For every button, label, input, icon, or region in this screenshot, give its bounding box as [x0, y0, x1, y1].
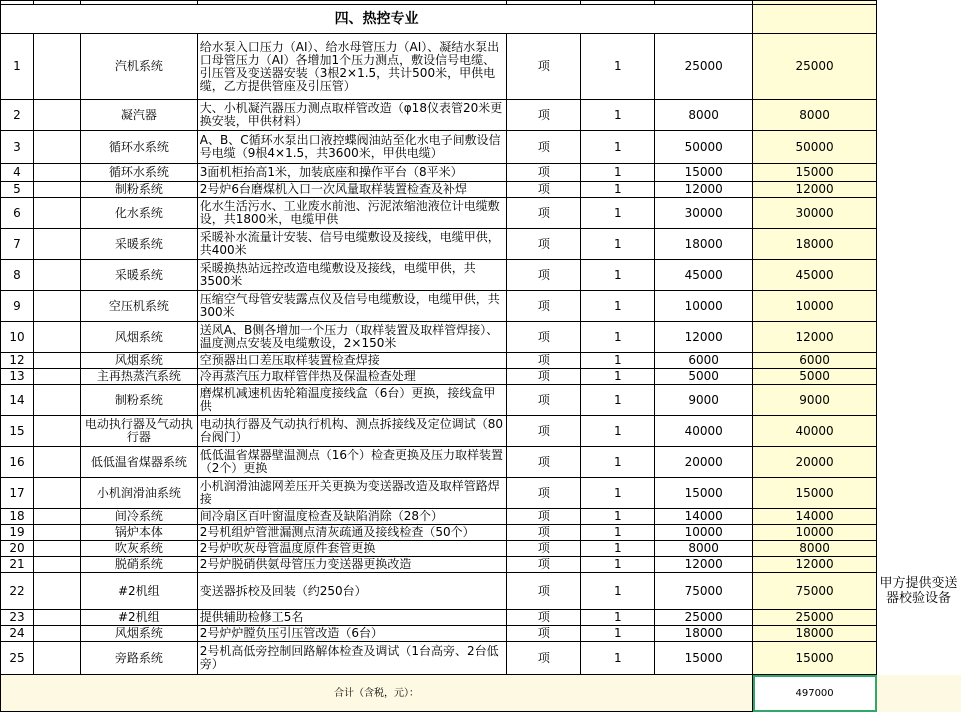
unit-price: 18000: [655, 626, 753, 642]
work-description: 化水生活污水、工业废水前池、污泥浓缩池液位计电缆敷设，共1800米，电缆甲供: [197, 198, 507, 229]
amount: 12000: [753, 557, 877, 573]
amount: 75000: [753, 573, 877, 610]
unit-price: 15000: [655, 642, 753, 675]
unit-price: 50000: [655, 131, 753, 164]
quantity: 1: [581, 626, 655, 642]
quantity: 1: [581, 447, 655, 478]
work-description: 2号机组炉管泄漏测点清灰疏通及接线检查（50个）: [197, 525, 507, 541]
unit-price: 30000: [655, 198, 753, 229]
quantity: 1: [581, 525, 655, 541]
quantity: 1: [581, 100, 655, 131]
row-number: 15: [1, 416, 34, 447]
table-row: [1, 385, 961, 416]
system-name: 汽机系统: [80, 34, 197, 100]
unit-price: 45000: [655, 260, 753, 291]
row-number: 25: [1, 642, 34, 675]
quantity: 1: [581, 509, 655, 525]
amount: 5000: [753, 369, 877, 385]
amount: 10000: [753, 525, 877, 541]
remark: [877, 229, 961, 260]
row-number: 8: [1, 260, 34, 291]
system-name: #2机组: [80, 573, 197, 610]
amount: 50000: [753, 131, 877, 164]
table-row: [1, 229, 961, 260]
unit: 项: [507, 478, 581, 509]
system-name: 主再热蒸汽系统: [80, 369, 197, 385]
row-number: 2: [1, 100, 34, 131]
work-description: 2号炉炉膛负压引压管改造（6台）: [197, 626, 507, 642]
system-name: 脱硝系统: [80, 557, 197, 573]
table-row: [1, 131, 961, 164]
amount: 12000: [753, 182, 877, 198]
work-description: 2号炉脱硝供氨母管压力变送器更换改造: [197, 557, 507, 573]
remark: [877, 182, 961, 198]
row-number: 9: [1, 291, 34, 322]
table-row: [1, 291, 961, 322]
unit-price: 15000: [655, 164, 753, 182]
system-name: 风烟系统: [80, 353, 197, 369]
remark: [877, 642, 961, 675]
table-row: [1, 164, 961, 182]
table-row: [1, 416, 961, 447]
remark: [877, 100, 961, 131]
unit: 项: [507, 509, 581, 525]
work-description: 压缩空气母管安装露点仪及信号电缆敷设，电缆甲供，共300米: [197, 291, 507, 322]
table-row: [1, 573, 961, 610]
amount: 15000: [753, 478, 877, 509]
remark: [877, 610, 961, 626]
system-name: 化水系统: [80, 198, 197, 229]
system-name: 循环水系统: [80, 131, 197, 164]
system-name: 低低温省煤器系统: [80, 447, 197, 478]
unit-price: 12000: [655, 557, 753, 573]
unit: 项: [507, 541, 581, 557]
unit-price: 5000: [655, 369, 753, 385]
system-name: 采暖系统: [80, 229, 197, 260]
quantity: 1: [581, 164, 655, 182]
amount: 25000: [753, 610, 877, 626]
blank-cell: [33, 525, 80, 541]
unit-price: 14000: [655, 509, 753, 525]
unit-price: 8000: [655, 541, 753, 557]
unit: 项: [507, 642, 581, 675]
unit: 项: [507, 291, 581, 322]
quantity: 1: [581, 291, 655, 322]
total-label: 合计（含税，元）：: [1, 675, 753, 712]
table-row: [1, 198, 961, 229]
blank-cell: [33, 385, 80, 416]
blank-cell: [33, 369, 80, 385]
table-row: [1, 642, 961, 675]
work-description: 冷再蒸汽压力取样管伴热及保温检查处理: [197, 369, 507, 385]
row-number: 10: [1, 322, 34, 353]
unit: 项: [507, 626, 581, 642]
work-description: 采暖换热站远控改造电缆敷设及接线，电缆甲供，共3500米: [197, 260, 507, 291]
blank-cell: [33, 642, 80, 675]
quantity: 1: [581, 229, 655, 260]
quantity: 1: [581, 322, 655, 353]
amount: 18000: [753, 229, 877, 260]
unit: 项: [507, 353, 581, 369]
unit: 项: [507, 557, 581, 573]
table-row: [1, 100, 961, 131]
table-row: [1, 34, 961, 100]
amount: 8000: [753, 100, 877, 131]
table-row: [1, 369, 961, 385]
quantity: 1: [581, 353, 655, 369]
row-number: 13: [1, 369, 34, 385]
row-number: 19: [1, 525, 34, 541]
remark: [877, 198, 961, 229]
blank-cell: [33, 198, 80, 229]
work-description: 大、小机凝汽器压力测点取样管改造（φ18仪表管20米更换安装，甲供材料）: [197, 100, 507, 131]
work-description: 采暖补水流量计安装、信号电缆敷设及接线，电缆甲供，共400米: [197, 229, 507, 260]
blank-cell: [33, 478, 80, 509]
row-number: 5: [1, 182, 34, 198]
remark: [877, 291, 961, 322]
amount: 18000: [753, 626, 877, 642]
work-description: 电动执行器及气动执行机构、测点拆接线及定位调试（80台阀门）: [197, 416, 507, 447]
blank-cell: [33, 353, 80, 369]
quantity: 1: [581, 642, 655, 675]
blank-cell: [33, 610, 80, 626]
amount: 20000: [753, 447, 877, 478]
system-name: 风烟系统: [80, 322, 197, 353]
system-name: 空压机系统: [80, 291, 197, 322]
unit: 项: [507, 198, 581, 229]
unit: 项: [507, 610, 581, 626]
system-name: 凝汽器: [80, 100, 197, 131]
table-row: [1, 610, 961, 626]
table-row: [1, 447, 961, 478]
amount: 25000: [753, 34, 877, 100]
table-row: [1, 541, 961, 557]
quantity: 1: [581, 131, 655, 164]
work-description: 2号炉6台磨煤机入口一次风量取样装置检查及补焊: [197, 182, 507, 198]
quantity: 1: [581, 557, 655, 573]
unit-price: 25000: [655, 610, 753, 626]
unit: 项: [507, 260, 581, 291]
amount: 12000: [753, 322, 877, 353]
work-description: 间冷扇区百叶窗温度检查及缺陷消除（28个）: [197, 509, 507, 525]
row-number: 18: [1, 509, 34, 525]
row-number: 6: [1, 198, 34, 229]
work-description: 低低温省煤器壁温测点（16个）检查更换及压力取样装置（2个）更换: [197, 447, 507, 478]
amount: 40000: [753, 416, 877, 447]
amount: 15000: [753, 642, 877, 675]
remark: [877, 164, 961, 182]
work-description: 小机润滑油滤网差压开关更换为变送器改造及取样管路焊接: [197, 478, 507, 509]
unit: 项: [507, 182, 581, 198]
table-row: [1, 478, 961, 509]
system-name: 循环水系统: [80, 164, 197, 182]
system-name: 风烟系统: [80, 626, 197, 642]
amount: 10000: [753, 291, 877, 322]
row-number: 4: [1, 164, 34, 182]
section-title: 四、热控专业: [1, 5, 753, 34]
work-description: 提供辅助检修工5名: [197, 610, 507, 626]
remark: [877, 322, 961, 353]
row-number: 14: [1, 385, 34, 416]
blank-cell: [33, 34, 80, 100]
table-row: [1, 557, 961, 573]
row-number: 23: [1, 610, 34, 626]
work-description: 变送器拆校及回装（约250台）: [197, 573, 507, 610]
table-row: [1, 525, 961, 541]
table-row: [1, 260, 961, 291]
row-number: 21: [1, 557, 34, 573]
quantity: 1: [581, 416, 655, 447]
quantity: 1: [581, 260, 655, 291]
quantity: 1: [581, 182, 655, 198]
row-number: 3: [1, 131, 34, 164]
quantity: 1: [581, 34, 655, 100]
table-row: [1, 322, 961, 353]
row-number: 24: [1, 626, 34, 642]
remark: 甲方提供变送器校验设备: [879, 576, 958, 606]
unit: 项: [507, 164, 581, 182]
row-number: 7: [1, 229, 34, 260]
system-name: 制粉系统: [80, 385, 197, 416]
blank-cell: [33, 182, 80, 198]
remark: [877, 34, 961, 100]
quantity: 1: [581, 369, 655, 385]
blank-cell: [33, 260, 80, 291]
remark: [877, 416, 961, 447]
blank-cell: [33, 509, 80, 525]
amount: 45000: [753, 260, 877, 291]
unit: 项: [507, 525, 581, 541]
unit: 项: [507, 322, 581, 353]
unit-price: 6000: [655, 353, 753, 369]
remark: [877, 353, 961, 369]
unit-price: 12000: [655, 322, 753, 353]
blank-cell: [33, 416, 80, 447]
system-name: 锅炉本体: [80, 525, 197, 541]
unit: 项: [507, 229, 581, 260]
work-description: A、B、C循环水泵出口液控蝶阀油站至化水电子间敷设信号电缆（9根4×1.5，共3600米，甲供电缆）: [197, 131, 507, 164]
row-number: 16: [1, 447, 34, 478]
table-row: [1, 626, 961, 642]
remark: [877, 260, 961, 291]
table-row: [1, 509, 961, 525]
remark: [877, 626, 961, 642]
amount: 15000: [753, 164, 877, 182]
blank-cell: [33, 541, 80, 557]
system-name: 吹灰系统: [80, 541, 197, 557]
unit-price: 75000: [655, 573, 753, 610]
system-name: 制粉系统: [80, 182, 197, 198]
quantity: 1: [581, 541, 655, 557]
blank-cell: [33, 322, 80, 353]
remark: [877, 385, 961, 416]
amount: 6000: [753, 353, 877, 369]
blank-cell: [33, 557, 80, 573]
amount: 9000: [753, 385, 877, 416]
quantity: 1: [581, 385, 655, 416]
unit: 项: [507, 131, 581, 164]
unit: 项: [507, 100, 581, 131]
unit-price: 20000: [655, 447, 753, 478]
remark: [877, 369, 961, 385]
unit: 项: [507, 447, 581, 478]
blank-cell: [33, 573, 80, 610]
system-name: 小机润滑油系统: [80, 478, 197, 509]
work-description: 2号机高低旁控制回路解体检查及调试（1台高旁、2台低旁）: [197, 642, 507, 675]
quantity: 1: [581, 573, 655, 610]
total-row: [1, 675, 961, 712]
unit: 项: [507, 573, 581, 610]
remark: [877, 131, 961, 164]
unit: 项: [507, 416, 581, 447]
unit-price: 15000: [655, 478, 753, 509]
work-description: 给水泵入口压力（AI）、给水母管压力（AI）、凝结水泵出口母管压力（AI）各增加1个压力测点，敷设信号电缆、引压管及变送器安装（3根2×1.5，共计500米，甲供电缆，乙方提供管座及引压管）: [197, 34, 507, 100]
unit: 项: [507, 34, 581, 100]
blank-cell: [33, 164, 80, 182]
system-name: 采暖系统: [80, 260, 197, 291]
blank-cell: [33, 447, 80, 478]
unit-price: 10000: [655, 525, 753, 541]
blank-cell: [33, 291, 80, 322]
unit-price: 25000: [655, 34, 753, 100]
row-number: 22: [1, 573, 34, 610]
table-row: [1, 353, 961, 369]
quantity: 1: [581, 478, 655, 509]
row-number: 20: [1, 541, 34, 557]
blank-cell: [33, 626, 80, 642]
remark: [877, 525, 961, 541]
row-number: 17: [1, 478, 34, 509]
amount: 30000: [753, 198, 877, 229]
work-description: 磨煤机减速机齿轮箱温度接线盒（6台）更换，接线盒甲供: [197, 385, 507, 416]
unit-price: 12000: [655, 182, 753, 198]
unit: 项: [507, 385, 581, 416]
system-name: 电动执行器及气动执行器: [80, 416, 197, 447]
row-number: 12: [1, 353, 34, 369]
work-description: 3面机柜抬高1米，加装底座和操作平台（8平米）: [197, 164, 507, 182]
unit-price: 10000: [655, 291, 753, 322]
table-row: [1, 182, 961, 198]
total-amount-cell[interactable]: 497000: [753, 675, 877, 712]
section-header-row: [1, 5, 961, 34]
remark: [877, 557, 961, 573]
remark: [877, 541, 961, 557]
row-number: 1: [1, 34, 34, 100]
unit-price: 40000: [655, 416, 753, 447]
work-description: 2号炉吹灰母管温度原件套管更换: [197, 541, 507, 557]
quantity: 1: [581, 610, 655, 626]
remark: [877, 478, 961, 509]
quantity: 1: [581, 198, 655, 229]
unit-price: 9000: [655, 385, 753, 416]
system-name: 间冷系统: [80, 509, 197, 525]
blank-cell: [33, 131, 80, 164]
amount: 8000: [753, 541, 877, 557]
blank-cell: [33, 229, 80, 260]
system-name: #2机组: [80, 610, 197, 626]
unit: 项: [507, 369, 581, 385]
blank-cell: [33, 100, 80, 131]
work-description: 空预器出口差压取样装置检查焊接: [197, 353, 507, 369]
amount: 14000: [753, 509, 877, 525]
remark: [877, 509, 961, 525]
system-name: 旁路系统: [80, 642, 197, 675]
work-description: 送风A、B侧各增加一个压力（取样装置及取样管焊接）、温度测点安装及电缆敷设，2×150米: [197, 322, 507, 353]
unit-price: 18000: [655, 229, 753, 260]
unit-price: 8000: [655, 100, 753, 131]
remark: [877, 447, 961, 478]
